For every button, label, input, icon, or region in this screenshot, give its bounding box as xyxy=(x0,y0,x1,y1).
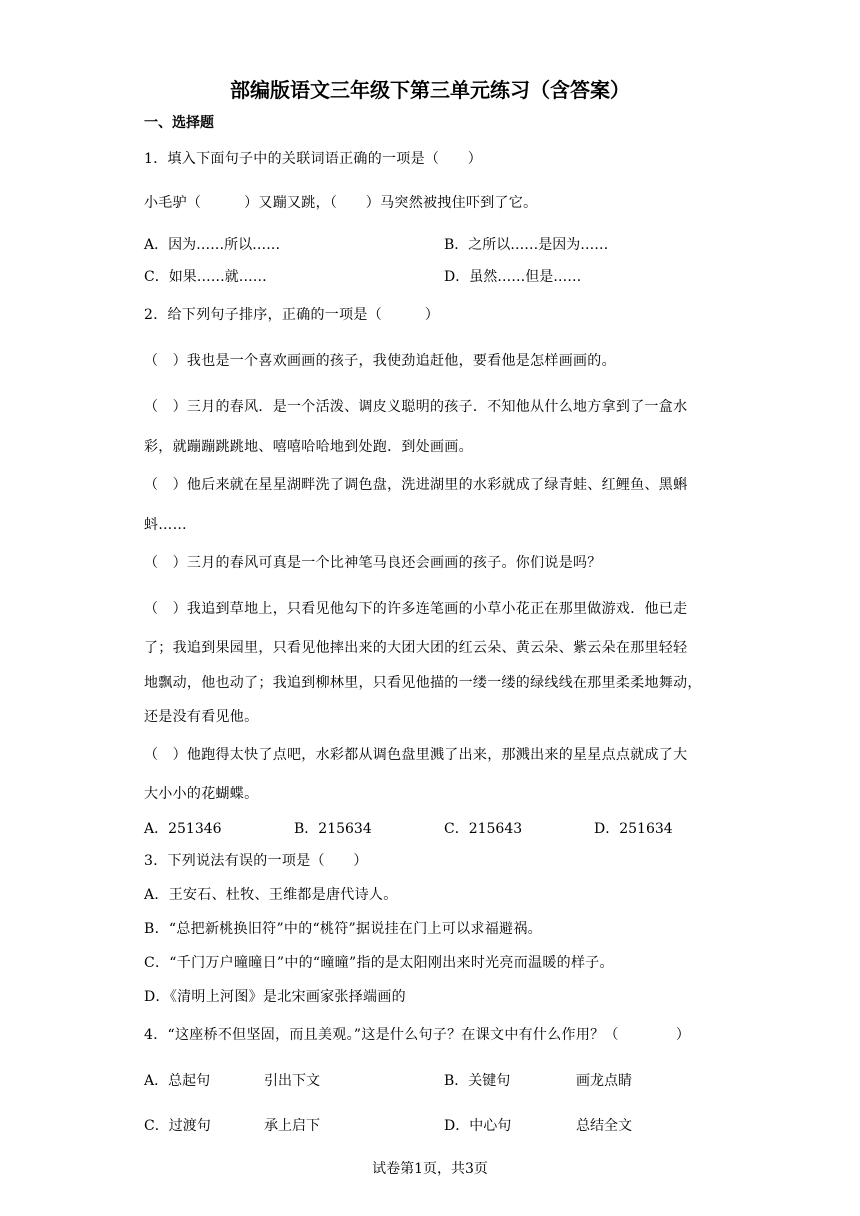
q2-sentence-cont: 了；我追到果园里，只看见他摔出来的大团大团的红云朵、黄云朵、紫云朵在那里轻轻 xyxy=(144,640,688,656)
q2-option-b: B．215634 xyxy=(294,821,372,837)
q3-stem: 3．下列说法有误的一项是（ ） xyxy=(144,853,368,869)
q1-option-c: C．如果……就…… xyxy=(144,269,267,285)
q4-option-a-role: 引出下文 xyxy=(264,1073,320,1089)
q2-option-c: C．215643 xyxy=(444,821,523,837)
q2-sentence: （ ）三月的春风．是一个活泼、调皮义聪明的孩子．不知他从什么地方拿到了一盒水 xyxy=(144,399,688,415)
q2-sentence: （ ）我也是一个喜欢画画的孩子，我使劲追赶他，要看他是怎样画画的。 xyxy=(144,353,616,369)
page-title: 部编版语文三年级下第三单元练习（含答案） xyxy=(230,78,630,102)
q2-sentence-cont: 大小小的花蝴蝶。 xyxy=(144,786,259,802)
q3-option-b: B．“总把新桃换旧符”中的“桃符”据说挂在门上可以求福避祸。 xyxy=(144,921,542,937)
page-footer: 试卷第1页，共3页 xyxy=(372,1161,488,1177)
q4-option-c-role: 承上启下 xyxy=(264,1118,320,1134)
q4-option-c: C．过渡句 xyxy=(144,1118,211,1134)
q2-option-a: A．251346 xyxy=(144,821,222,837)
q2-sentence: （ ）三月的春风可真是一个比神笔马良还会画画的孩子。你们说是吗？ xyxy=(144,555,602,571)
q3-option-a: A．王安石、杜牧、王维都是唐代诗人。 xyxy=(144,887,398,903)
q4-option-d-role: 总结全文 xyxy=(576,1118,632,1134)
q4-option-d: D．中心句 xyxy=(444,1118,512,1134)
q2-sentence-cont: 还是没有看见他。 xyxy=(144,709,259,725)
q2-sentence: （ ）他跑得太快了点吧，水彩都从调色盘里溅了出来，那溅出来的星星点点就成了大 xyxy=(144,747,688,763)
q1-option-a: A．因为……所以…… xyxy=(144,237,281,253)
q2-stem: 2．给下列句子排序，正确的一项是（ ） xyxy=(144,307,440,323)
q4-option-b-role: 画龙点睛 xyxy=(576,1073,632,1089)
q4-option-a: A．总起句 xyxy=(144,1073,211,1089)
section-heading: 一、选择题 xyxy=(144,115,214,131)
q3-option-c: C．“千门万户曈曈日”中的“曈曈”指的是太阳刚出来时光亮而温暖的样子。 xyxy=(144,955,614,971)
q2-option-d: D．251634 xyxy=(594,821,673,837)
q1-sentence: 小毛驴（ ）又蹦又跳，（ ）马突然被拽住吓到了它。 xyxy=(144,195,538,211)
q2-sentence: （ ）他后来就在星星湖畔洗了调色盘，洗进湖里的水彩就成了绿青蛙、红鲤鱼、黑蝌 xyxy=(144,477,688,493)
q4-option-b: B．关键句 xyxy=(444,1073,511,1089)
q1-stem: 1．填入下面句子中的关联词语正确的一项是（ ） xyxy=(144,151,483,167)
q1-option-b: B．之所以……是因为…… xyxy=(444,237,609,253)
q2-sentence: （ ）我追到草地上，只看见他勾下的许多连笔画的小草小花正在那里做游戏．他已走 xyxy=(144,601,688,617)
q2-sentence-cont: 彩，就蹦蹦跳跳地、嘻嘻哈哈地到处跑．到处画画。 xyxy=(144,439,473,455)
q4-stem: 4．“这座桥不但坚固，而且美观。”这是什么句子？在课文中有什么作用？（ ） xyxy=(144,1027,691,1043)
q3-option-d: D．《清明上河图》是北宋画家张择端画的 xyxy=(144,989,406,1005)
q2-sentence-cont: 地飘动，他也动了；我追到柳林里，只看见他描的一缕一缕的绿线线在那里柔柔地舞动， xyxy=(144,675,702,691)
q1-option-d: D．虽然……但是…… xyxy=(444,269,582,285)
q2-sentence-cont: 蚪…… xyxy=(144,517,187,533)
